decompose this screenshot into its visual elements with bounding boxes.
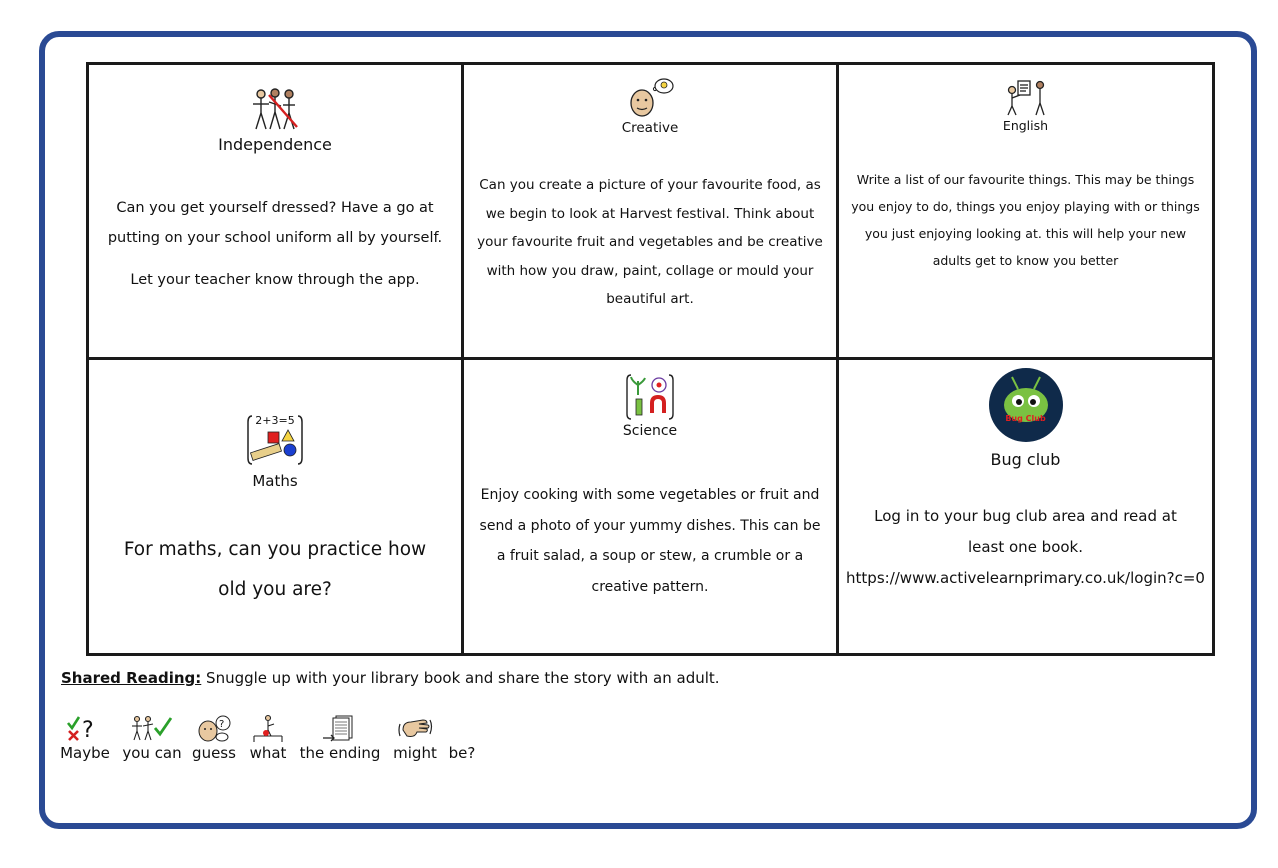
symbol-word-guess: guess [192, 744, 236, 762]
you-can-icon [130, 714, 174, 742]
might-icon [397, 714, 433, 742]
science-icon [626, 373, 674, 421]
english-title: English [1002, 118, 1049, 133]
bug-club-link[interactable]: https://www.activelearnprimary.co.uk/login?c=0 [846, 569, 1205, 587]
bug-club-text: Log in to your bug club area and read at least one book. [874, 507, 1177, 556]
thinking-face-icon [625, 77, 675, 119]
symbol-word-the-ending: the ending [299, 744, 381, 762]
cell-english [839, 65, 1212, 360]
independence-body [101, 193, 449, 295]
bug-club-logo [988, 367, 1064, 443]
maths-icon-equation: 2+3=5 [255, 414, 295, 427]
maths-body: For maths, can you practice how old you are? [123, 539, 427, 600]
symbol-word-you-can: you can [122, 744, 182, 762]
symbol-be [444, 714, 480, 762]
activity-grid [86, 62, 1215, 656]
people-icon [247, 87, 303, 133]
guess-icon [196, 714, 232, 742]
symbol-you-can [122, 714, 182, 762]
cell-science [464, 360, 839, 653]
independence-text-2: Let your teacher know through the app. [130, 272, 420, 288]
symbol-word-be: be? [448, 744, 476, 762]
svg-text:?: ? [82, 718, 94, 742]
independence-text-1: Can you get yourself dressed? Have a go at putting on your school uniform all by yourself. [107, 200, 443, 246]
creative-body: Can you create a picture of your favourite food, as we begin to look at Harvest festival. Think about your favourite fruit and vegetables and be creative with how you draw, paint, collage or mould your beautiful art. [477, 177, 823, 307]
reading-person-icon [1004, 77, 1048, 117]
ending-icon [322, 714, 358, 742]
symbol-might [390, 714, 440, 762]
symbol-word-might: might [393, 744, 437, 762]
creative-title: Creative [621, 120, 679, 136]
maths-title: Maths [252, 472, 298, 490]
svg-text:?: ? [219, 719, 225, 730]
bug-club-body [843, 501, 1208, 594]
shared-reading-label: Shared Reading: [61, 669, 202, 687]
shared-reading [61, 669, 720, 687]
cell-maths [89, 360, 464, 653]
symbol-word-maybe: Maybe [60, 744, 110, 762]
symbol-what [248, 714, 288, 762]
bug-club-logo-text: Bug Club [1005, 414, 1046, 423]
shared-reading-text: Snuggle up with your library book and share the story with an adult. [201, 669, 720, 687]
symbol-maybe [60, 714, 110, 762]
cell-creative [464, 65, 839, 360]
what-icon [251, 714, 285, 742]
symbol-guess [192, 714, 236, 762]
symbol-word-what: what [249, 744, 287, 762]
science-title: Science [622, 423, 678, 439]
bug-club-title: Bug club [990, 450, 1061, 469]
maybe-icon [65, 714, 105, 742]
symbol-the-ending [298, 714, 382, 762]
english-body: Write a list of our favourite things. This may be things you enjoy to do, things you enjoy playing with or things you just enjoying looking at. this will help your new adults get to know you better [851, 172, 1200, 268]
cell-independence [89, 65, 464, 360]
science-body: Enjoy cooking with some vegetables or fruit and send a photo of your yummy dishes. This can be a fruit salad, a soup or stew, a crumble or a creative pattern. [479, 487, 821, 595]
cell-bug-club [839, 360, 1212, 653]
independence-title: Independence [218, 135, 332, 154]
maths-icon [246, 414, 304, 466]
